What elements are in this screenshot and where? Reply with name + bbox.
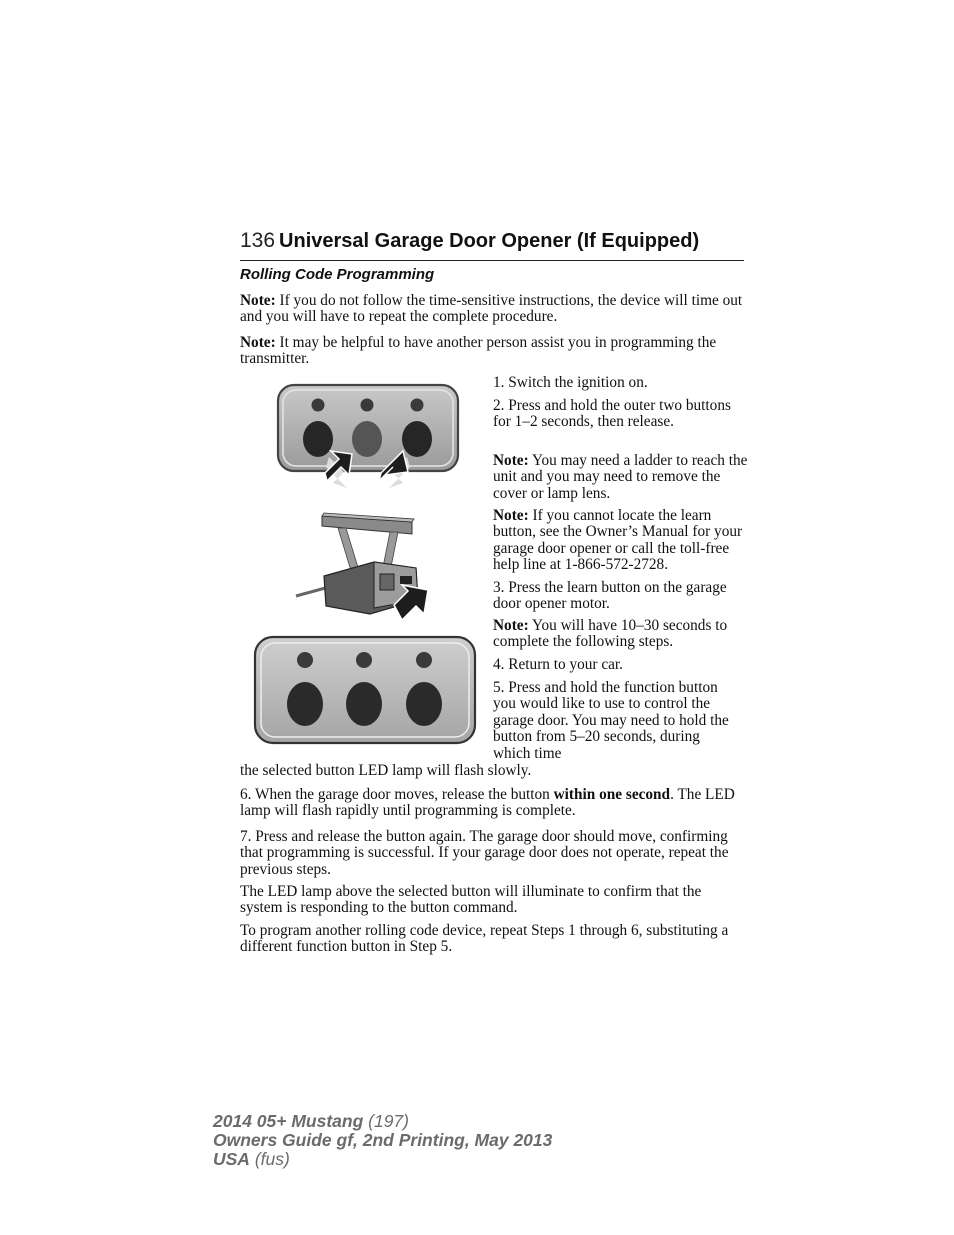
note-assist [240, 335, 746, 368]
step-5: 5. Press and hold the function button you would like to use to control the garage door. You may need to hold the button from 5–20 seconds, during which time [493, 679, 729, 762]
note-timing [493, 618, 749, 651]
led-icon [411, 399, 424, 412]
note-label: Note: [493, 452, 529, 469]
footer-page: (197) [363, 1111, 409, 1131]
note-learn-button [493, 508, 749, 574]
step-2: 2. Press and hold the outer two buttons for 1–2 seconds, then release. [493, 397, 731, 431]
step-1: 1. Switch the ignition on. [493, 374, 648, 391]
note-timeout [240, 293, 746, 326]
step-6-emphasis: within one second [553, 786, 671, 803]
program-another-text: To program another rolling code device, repeat Steps 1 through 6, substituting a different function button in Step 5. [240, 922, 729, 956]
note-label: Note: [240, 292, 276, 309]
page-footer [213, 1112, 552, 1169]
footer-edition: Owners Guide gf, 2nd Printing, May 2013 [213, 1130, 553, 1150]
section-title: Rolling Code Programming [240, 266, 435, 283]
button-icon [406, 682, 442, 726]
note-text: You will have 10–30 seconds to complete the following steps. [493, 617, 728, 651]
page-number: 136 [240, 229, 276, 252]
button-icon [402, 421, 432, 457]
note-label: Note: [493, 617, 529, 634]
led-icon [361, 399, 374, 412]
button-icon [352, 421, 382, 457]
led-icon [297, 652, 313, 668]
step-4: 4. Return to your car. [493, 656, 623, 673]
step-5-continued: the selected button LED lamp will flash slowly. [240, 762, 532, 779]
led-icon [312, 399, 325, 412]
step-6 [240, 787, 746, 820]
note-text: You may need a ladder to reach the unit and you may need to remove the cover or lamp lens. [493, 452, 748, 502]
page-header [240, 229, 744, 261]
figure-opener-motor [294, 510, 434, 620]
button-icon [346, 682, 382, 726]
led-confirm-text: The LED lamp above the selected button will illuminate to confirm that the system is responding to the button command. [240, 883, 702, 917]
figure-function-buttons [252, 634, 478, 746]
note-text: If you cannot locate the learn button, see the Owner’s Manual for your garage door opener or call the toll-free help line at 1-866-572-2728. [493, 507, 743, 574]
button-icon [303, 421, 333, 457]
step-3: 3. Press the learn button on the garage door opener motor. [493, 579, 727, 613]
note-text: If you do not follow the time-sensitive instructions, the device will time out and you will have to repeat the complete procedure. [240, 292, 743, 326]
learn-button-icon [400, 576, 412, 584]
chapter-title: Universal Garage Door Opener (If Equipped) [279, 230, 700, 252]
figure-press-outer-buttons [273, 381, 463, 489]
step-7: 7. Press and release the button again. The garage door should move, confirming that programming is successful. If your garage door does not operate, repeat the previous steps. [240, 828, 729, 878]
button-icon [287, 682, 323, 726]
note-label: Note: [493, 507, 529, 524]
note-ladder [493, 453, 749, 502]
footer-code: (fus) [249, 1149, 290, 1169]
led-icon [356, 652, 372, 668]
note-label: Note: [240, 334, 276, 351]
step-6-text-end: . The LED lamp will flash rapidly until programming is complete. [240, 786, 735, 820]
step-6-text: 6. When the garage door moves, release the button [240, 786, 554, 803]
footer-model: 2014 05+ Mustang [213, 1111, 364, 1131]
note-text: It may be helpful to have another person assist you in programming the transmitter. [240, 334, 717, 368]
led-icon [416, 652, 432, 668]
footer-market: USA [213, 1149, 250, 1169]
